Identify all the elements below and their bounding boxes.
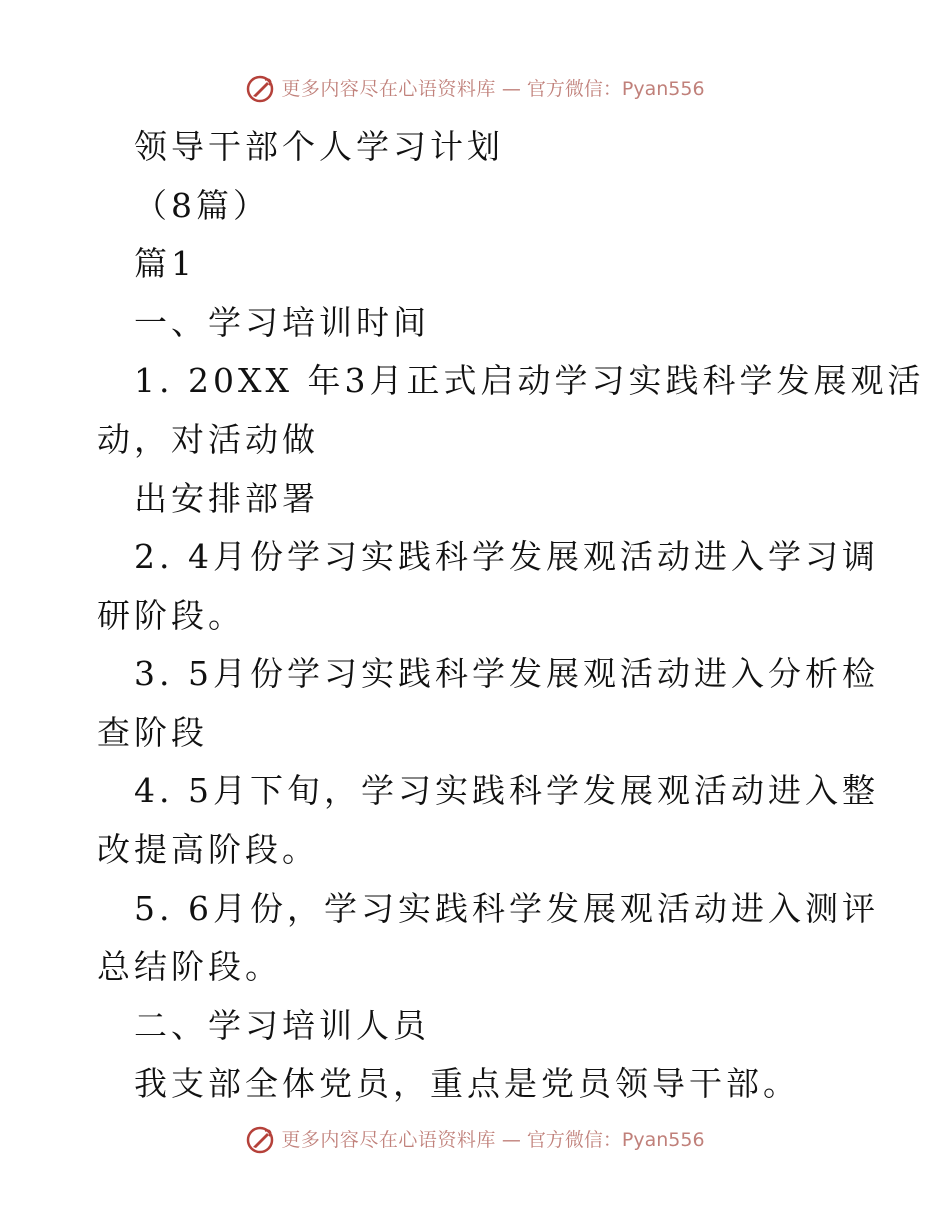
list-item-5-continued: 总结阶段。 [97, 947, 282, 986]
paragraph-line: 我支部全体党员，重点是党员领导干部。 [134, 1064, 800, 1103]
list-item-4: 4. 5月下旬，学习实践科学发展观活动进入整 [134, 771, 879, 810]
list-item-4-continued: 改提高阶段。 [97, 830, 319, 869]
watermark-text: 更多内容尽在心语资料库 [281, 78, 496, 100]
section-heading-time: 一、学习培训时间 [134, 303, 430, 342]
list-item-3-continued: 查阶段 [97, 713, 208, 752]
header-watermark [0, 74, 950, 104]
list-item-1-continued: 动，对活动做 [97, 420, 319, 459]
watermark-dash: — [501, 1129, 521, 1151]
document-subtitle: （8篇） [134, 186, 270, 225]
paragraph-line: 出安排部署 [134, 479, 319, 518]
watermark-text: 更多内容尽在心语资料库 [281, 1129, 496, 1151]
watermark-brand: 官方微信：Pyan556 [526, 78, 705, 100]
footer-watermark [0, 1125, 950, 1155]
list-item-2-continued: 研阶段。 [97, 596, 245, 635]
list-item-5: 5. 6月份，学习实践科学发展观活动进入测评 [134, 889, 879, 928]
list-item-2: 2. 4月份学习实践科学发展观活动进入学习调 [134, 537, 879, 576]
watermark-dash: — [501, 78, 521, 100]
section-heading-part1: 篇1 [134, 244, 196, 283]
section-heading-personnel: 二、学习培训人员 [134, 1006, 430, 1045]
list-item-3: 3. 5月份学习实践科学发展观活动进入分析检 [134, 654, 879, 693]
watermark-brand: 官方微信：Pyan556 [526, 1129, 705, 1151]
quill-logo-icon [245, 74, 275, 104]
list-item-1: 1. 20XX 年3月正式启动学习实践科学发展观活 [134, 361, 925, 400]
quill-logo-icon [245, 1125, 275, 1155]
document-title: 领导干部个人学习计划 [134, 127, 504, 166]
